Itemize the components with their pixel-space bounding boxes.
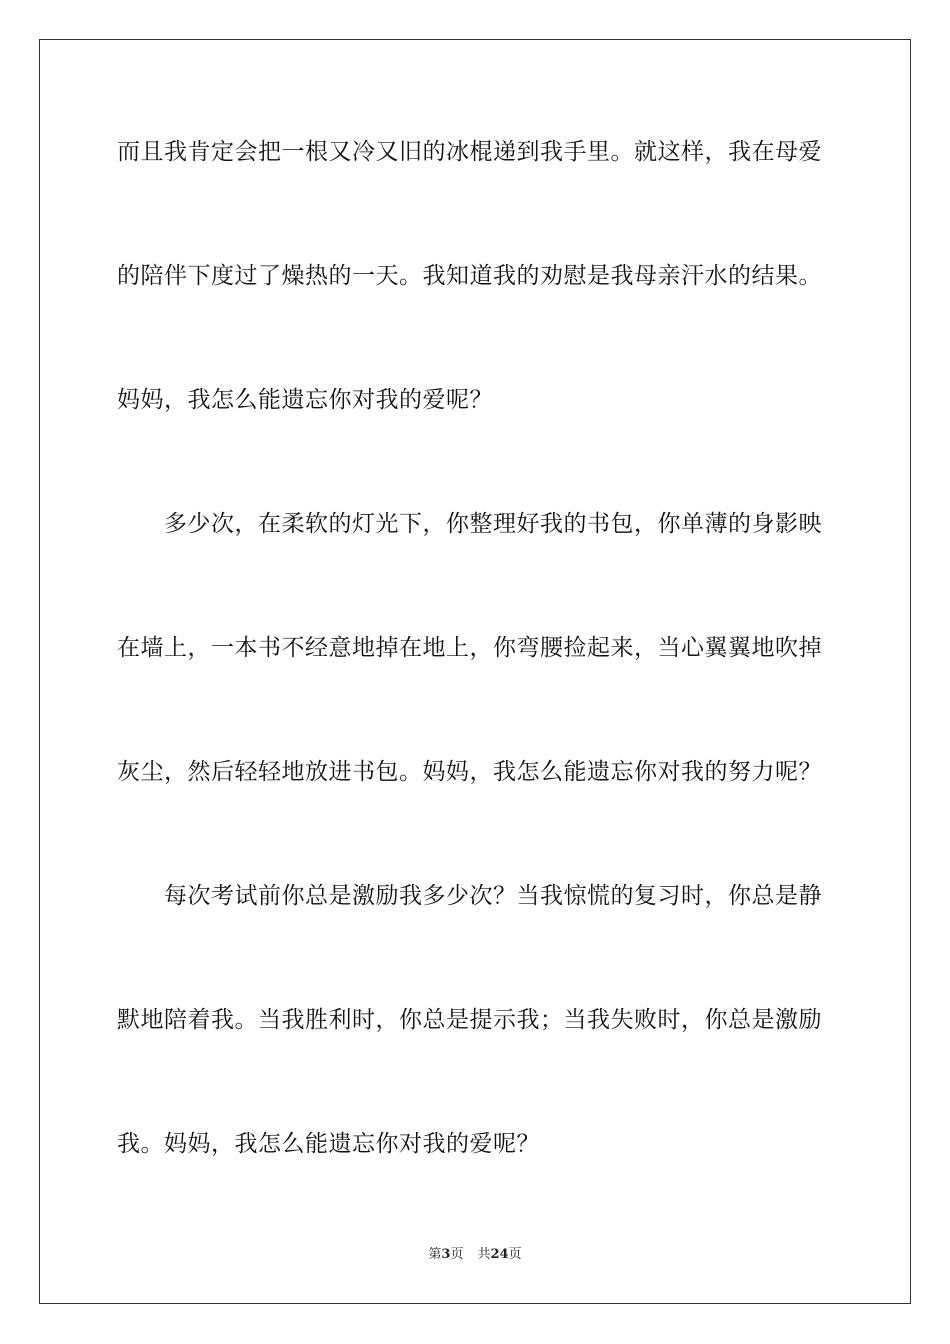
text-line: 多少次，在柔软的灯光下，你整理好我的书包，你单薄的身影映 (164, 511, 822, 537)
total-suffix: 页 (508, 1247, 522, 1262)
text-line: 灰尘，然后轻轻地放进书包。妈妈，我怎么能遗忘你对我的努力呢？ (117, 759, 822, 785)
text-line: 在墙上，一本书不经意地掉在地上，你弯腰捡起来，当心翼翼地吹掉 (117, 635, 822, 661)
page-prefix: 第 (428, 1247, 442, 1262)
page-number: 3 (441, 1247, 451, 1262)
text-line: 妈妈，我怎么能遗忘你对我的爱呢？ (117, 387, 493, 413)
page-border (39, 39, 911, 1304)
text-line: 的陪伴下度过了燥热的一天。我知道我的劝慰是我母亲汗水的结果。 (117, 263, 822, 289)
text-line: 默地陪着我。当我胜利时，你总是提示我；当我失败时，你总是激励 (117, 1007, 822, 1033)
text-line: 而且我肯定会把一根又冷又旧的冰棍递到我手里。就这样，我在母爱 (117, 139, 822, 165)
page-suffix: 页 (450, 1247, 464, 1262)
total-prefix: 共 (477, 1247, 491, 1262)
text-line: 我。妈妈，我怎么能遗忘你对我的爱呢？ (117, 1131, 540, 1157)
text-line: 每次考试前你总是激励我多少次？当我惊慌的复习时，你总是静 (164, 883, 822, 909)
total-pages: 24 (490, 1247, 509, 1262)
page-footer (0, 1246, 950, 1264)
